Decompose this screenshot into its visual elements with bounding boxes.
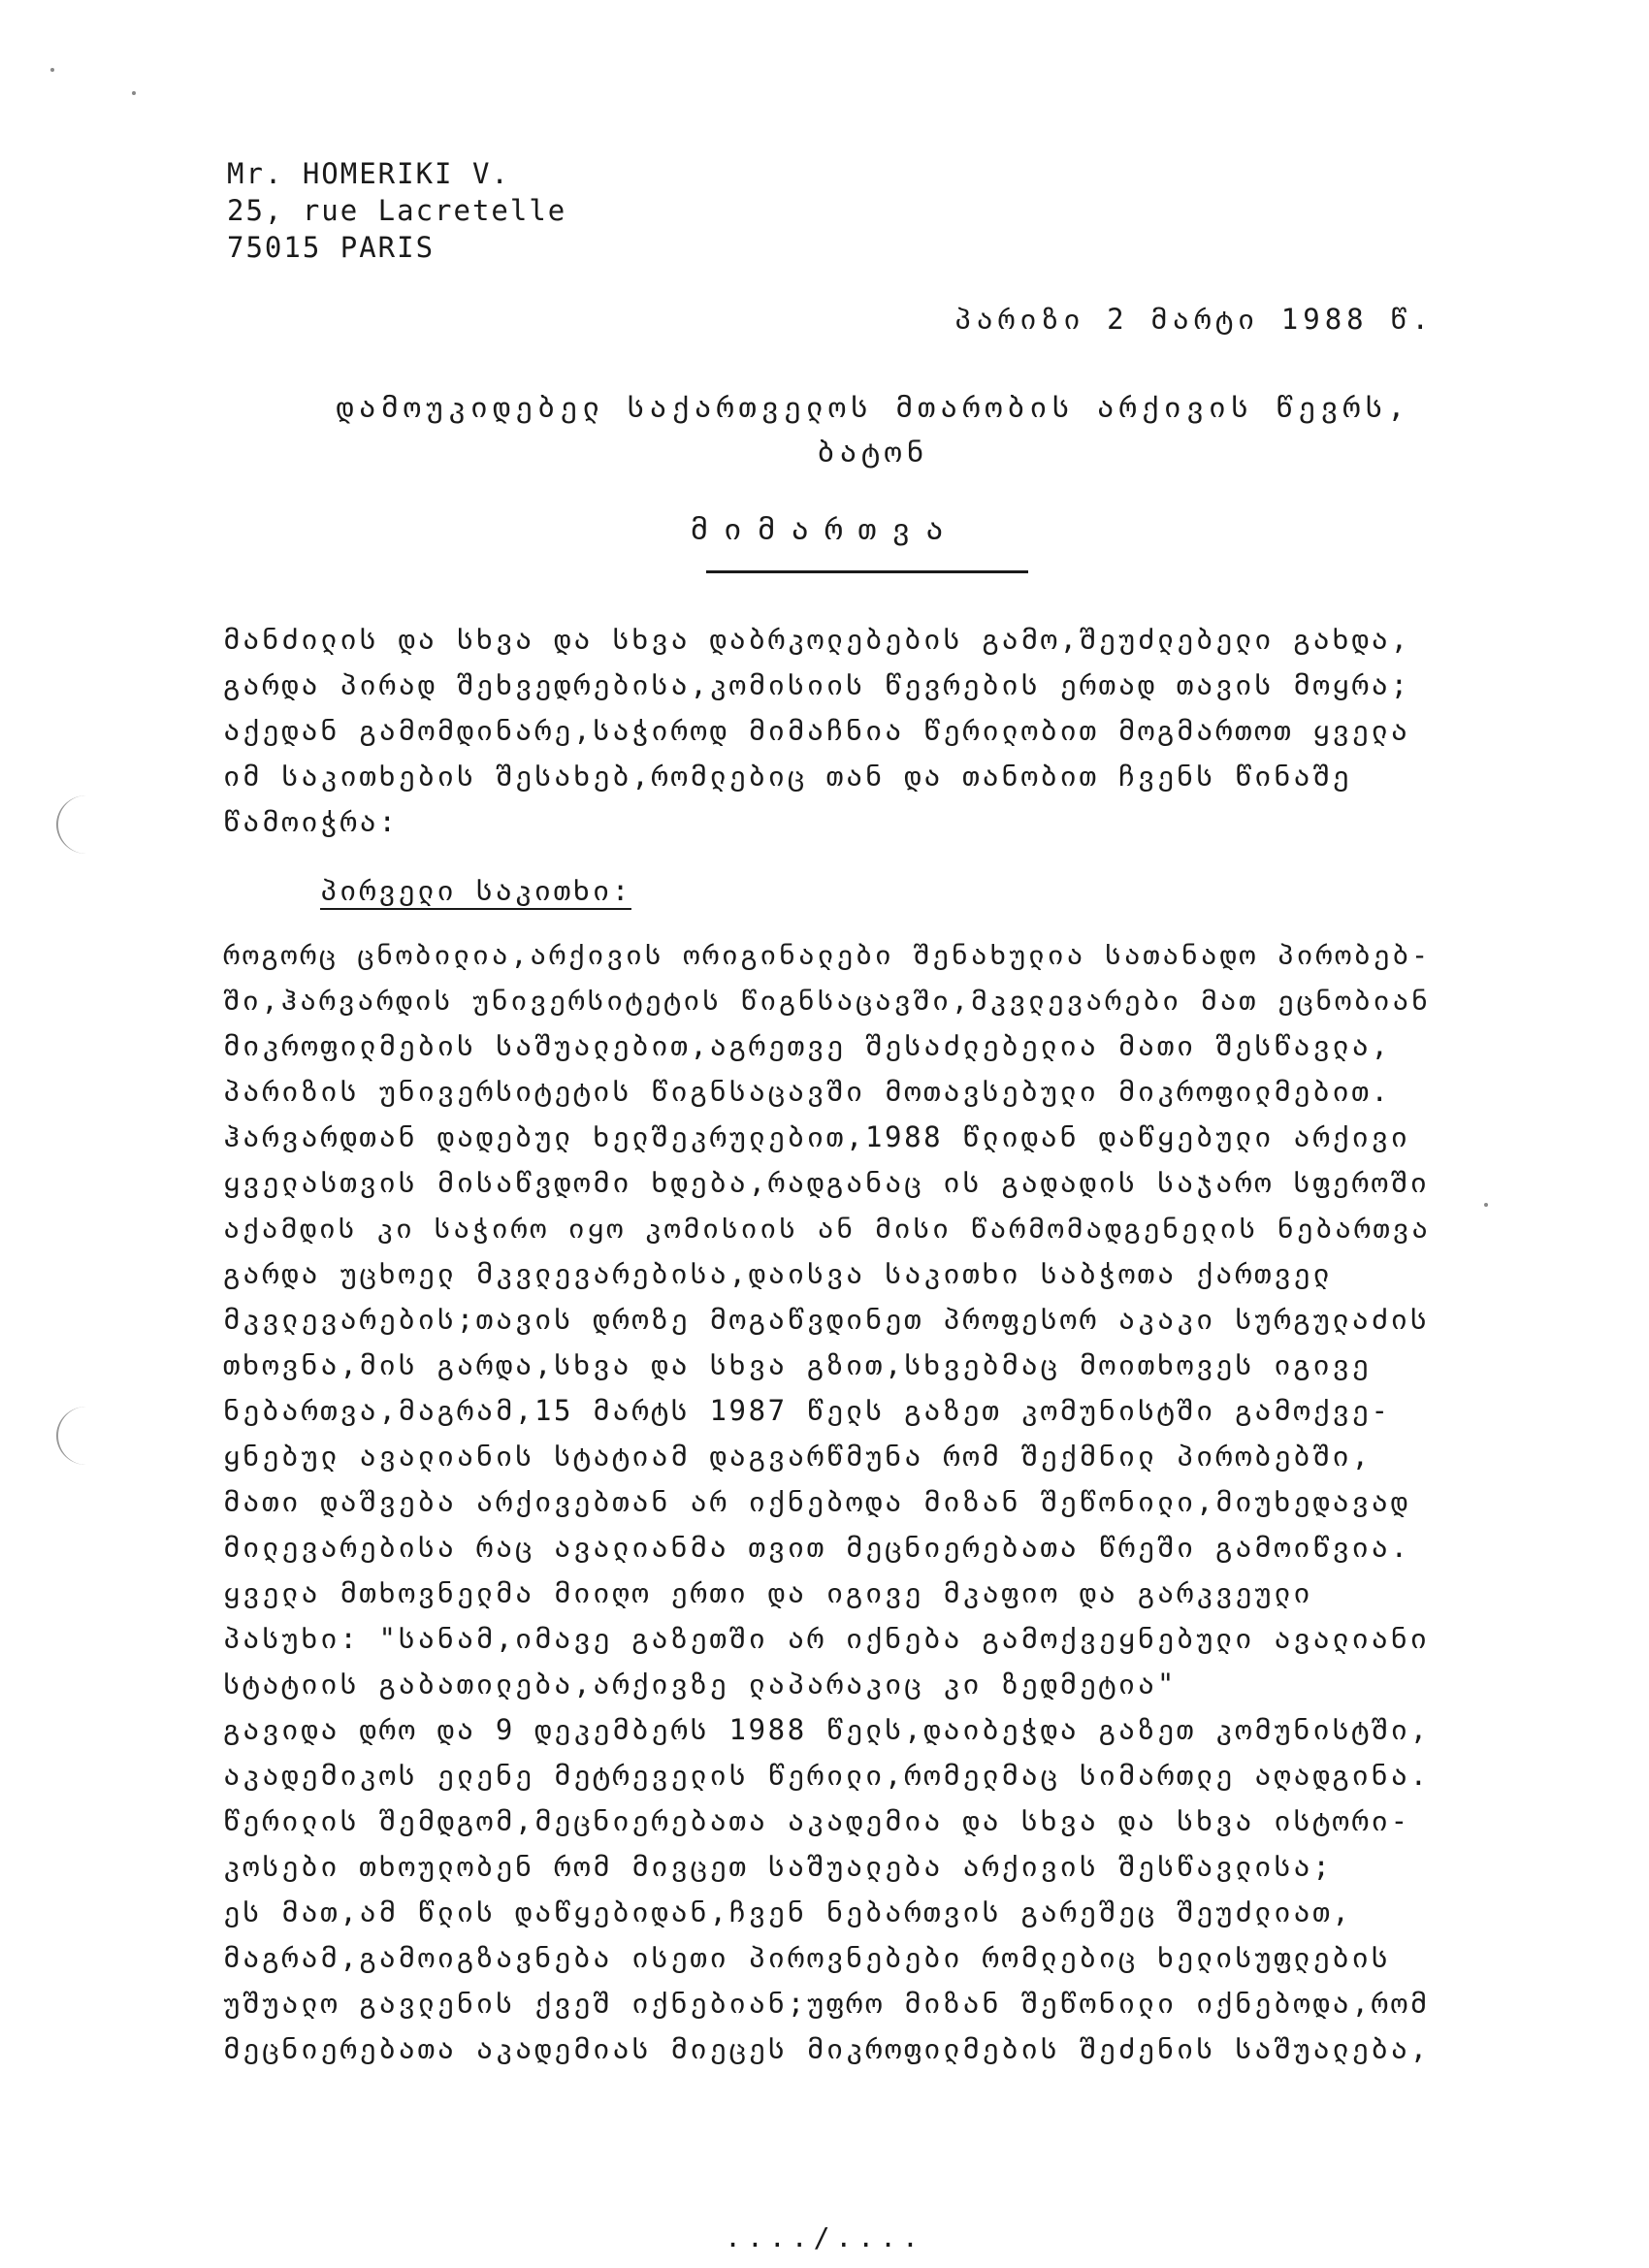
recipient-block [291,386,1455,475]
body-line: მაგრამ,გამოიგზავნება ისეთი პიროვნებები რომლებიც ხელისუფლების [223,1941,1391,1974]
body-line: მეცნიერებათა აკადემიას მიეცეს მიკროფილმების შეძენის საშუალება, [223,2032,1430,2065]
body-line: თხოვნა,მის გარდა,სხვა და სხვა გზით,სხვებმაც მოითხოვეს იგივე [223,1348,1372,1381]
body-line: გავიდა დრო და 9 დეკემბერს 1988 წელს,დაიბეჭდა გაზეთ კომუნისტში, [223,1713,1430,1746]
scan-speck [50,68,54,72]
body-line: ში,ჰარვარდის უნივერსიტეტის წიგნსაცავში,მკვლევარები მათ ეცნობიან [223,985,1431,1017]
body-line: ნებართვა,მაგრამ,15 მარტს 1987 წელს გაზეთ კომუნისტში გამოქვე- [223,1394,1391,1427]
section-title [223,845,1445,932]
body-line: ჰარვარდთან დადებულ ხელშეკრულებით,1988 წლიდან დაწყებული არქივი [223,1120,1410,1153]
body-line: პარიზის უნივერსიტეტის წიგნსაცავში მოთავსებული მიკროფილმებით. [223,1075,1391,1108]
scan-speck [1484,1203,1488,1207]
section-title-text: პირველი საკითხი: [320,874,631,907]
recipient-salutation: ბატონ [817,436,929,470]
body-line: მილევარებისა რაც ავალიანმა თვით მეცნიერებათა წრეში გამოიწვია. [223,1531,1410,1564]
body-line: აკადემიკოს ელენე მეტრეველის წერილი,რომელმაც სიმართლე აღადგინა. [223,1759,1430,1792]
heading-underline [706,570,1028,573]
sender-address [227,155,566,266]
intro-line: მანძილის და სხვა და სხვა დაბრკოლებების გამო,შეუძლებელი გახდა, [223,623,1410,656]
sender-city: 75015 PARIS [227,231,436,264]
continuation-mark: ..../.... [725,2221,924,2253]
body-line: გარდა უცხოელ მკვლევარებისა,დაისვა საკითხი საბჭოთა ქართველ [223,1257,1333,1290]
body-line: აქამდის კი საჭირო იყო კომისიის ან მისი წარმომადგენელის ნებართვა [223,1213,1431,1245]
body-line: წერილის შემდგომ,მეცნიერებათა აკადემია და სხვა და სხვა ისტორი- [223,1804,1410,1837]
body-line: ყველასთვის მისაწვდომი ხდება,რადგანაც ის გადადის საჯარო სფეროში [223,1166,1430,1199]
body-line: მკვლევარების;თავის დროზე მოგაწვდინეთ პროფესორ აკაკი სურგულაძის [223,1303,1430,1336]
body-line: ყნებულ ავალიანის სტატიამ დაგვარწმუნა რომ შექმნილ პირობებში, [223,1440,1372,1473]
body-line: ეს მათ,ამ წლის დაწყებიდან,ჩვენ ნებართვის გარეშეც შეუძლიათ, [223,1895,1352,1928]
intro-line: გარდა პირად შეხვედრებისა,კომისიის წევრების ერთად თავის მოყრა; [223,668,1410,701]
body-line: ყველა მთხოვნელმა მიიღო ერთი და იგივე მკაფიო და გარკვეული [223,1576,1313,1609]
recipient-line: დამოუკიდებელ საქართველოს მთარობის არქივის წევრს, [336,391,1410,425]
body-line: როგორც ცნობილია,არქივის ორიგინალები შენახულია სათანადო პირობებ- [223,939,1431,971]
letter-date: პარიზი 2 მარტი 1988 წ. [954,303,1434,336]
punch-hole-top [56,795,116,854]
intro-line: აქედან გამომდინარე,საჭიროდ მიმაჩნია წერილობით მოგმართოთ ყველა [223,714,1410,747]
body-line: უშუალო გავლენის ქვეშ იქნებიან;უფრო მიზან შეწონილი იქნებოდა,რომ [223,1987,1430,2020]
intro-line: წამოიჭრა: [223,805,399,838]
body-line: პასუხი: "სანამ,იმავე გაზეთში არ იქნება გამოქვეყნებული ავალიანი [223,1622,1430,1655]
body-line: კოსები თხოულობენ რომ მივცეთ საშუალება არქივის შესწავლისა; [223,1850,1333,1883]
sender-street: 25, rue Lacretelle [227,194,567,227]
punch-hole-bottom [56,1407,116,1465]
letter-body [223,617,1445,2072]
body-line: მათი დაშვება არქივებთან არ იქნებოდა მიზან შეწონილი,მიუხედავად [223,1485,1410,1518]
body-line: მიკროფილმების საშუალებით,აგრეთვე შესაძლებელია მათი შესწავლა, [223,1029,1391,1062]
body-line: სტატიის გაბათილება,არქივზე ლაპარაკიც კი ზედმეტია" [223,1668,1177,1701]
scan-speck [132,91,136,95]
intro-line: იმ საკითხების შესახებ,რომლებიც თან და თანობით ჩვენს წინაშე [223,760,1352,793]
sender-name: Mr. HOMERIKI V. [227,157,510,190]
letter-heading: მიმართვა [690,512,959,547]
